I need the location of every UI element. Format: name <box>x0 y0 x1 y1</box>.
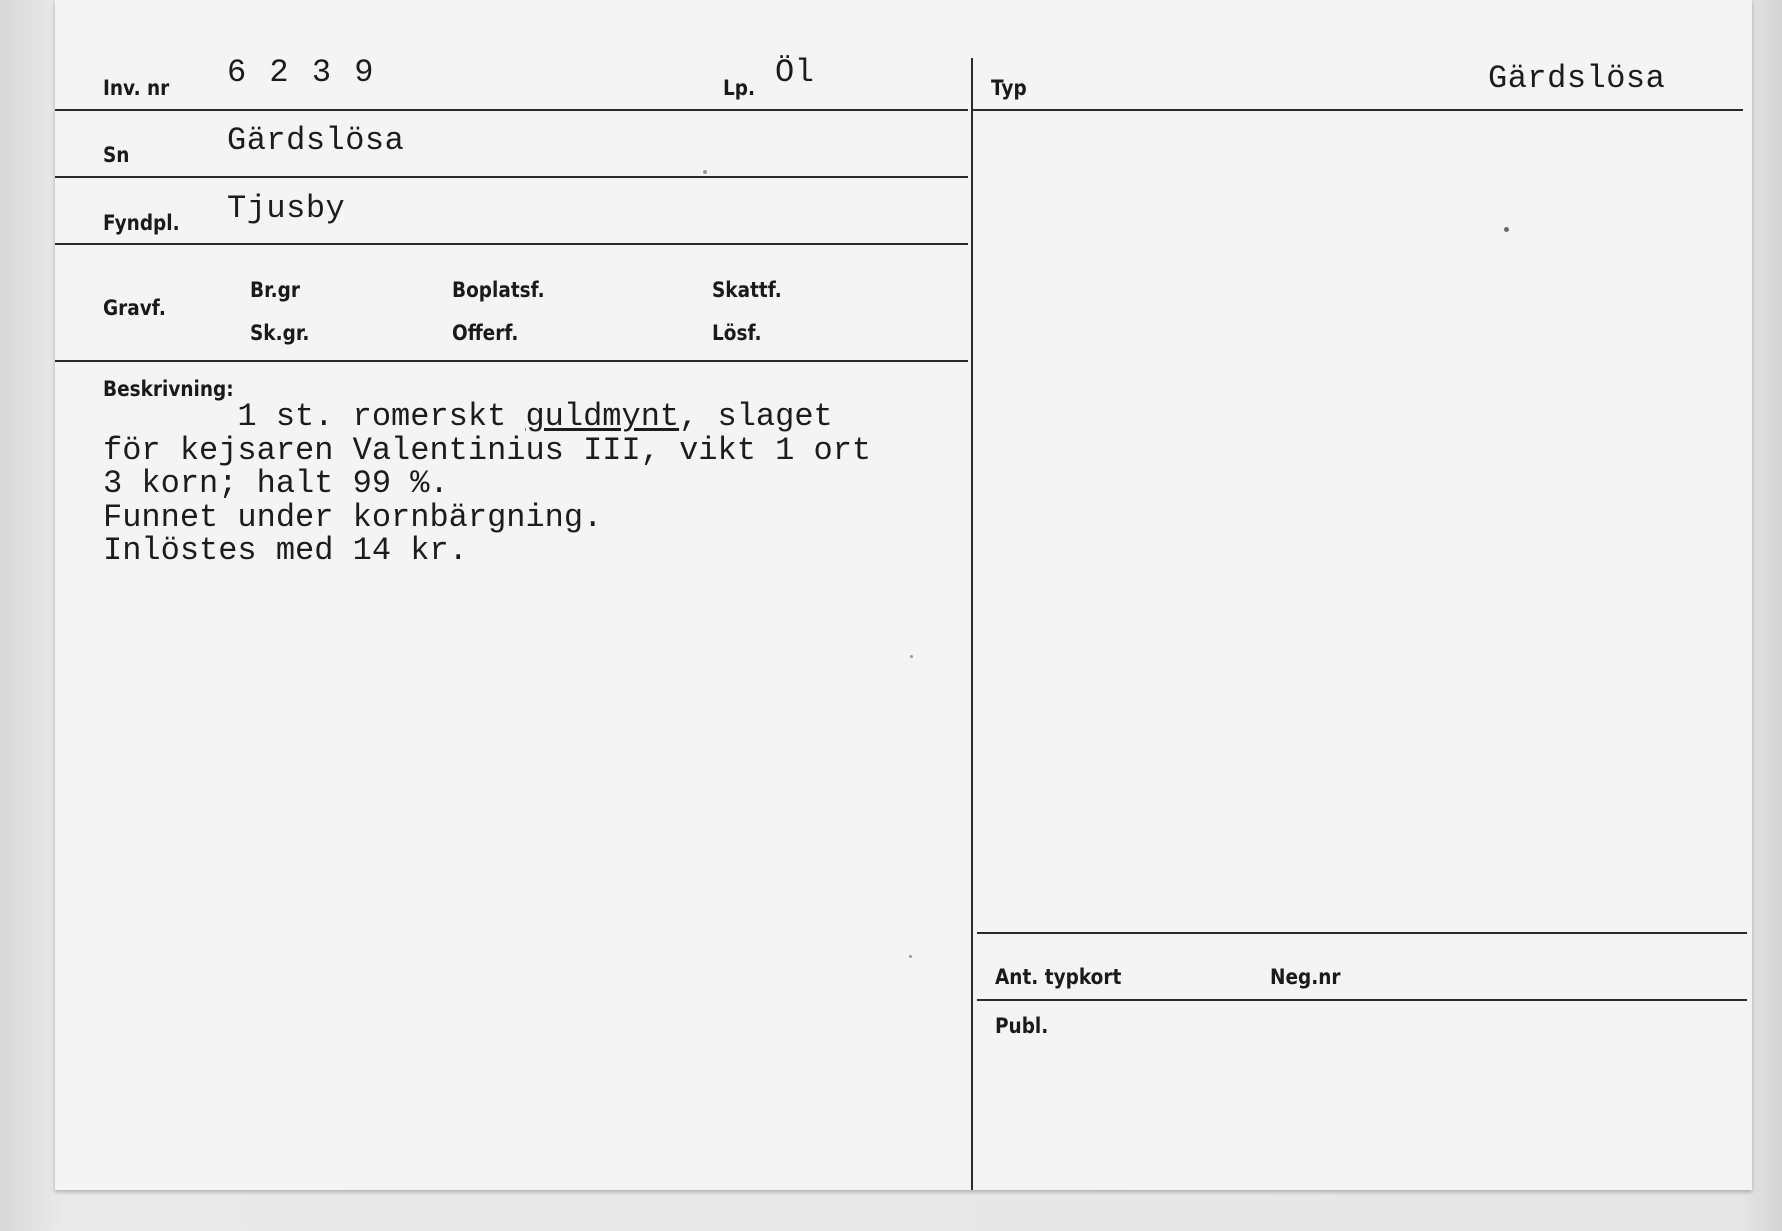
sn-label: Sn <box>103 143 130 167</box>
inv-nr-label: Inv. nr <box>103 76 170 100</box>
typ-value: Gärdslösa <box>1488 60 1666 97</box>
description-text: 1 st. romerskt guldmynt, slaget för kejsaren Valentinius III, vikt 1 ort 3 korn; halt 99 %. Funnet under kornbärgning. Inlöstes med 14 kr. <box>103 398 872 569</box>
brgr-label: Br.gr <box>250 278 300 302</box>
row-divider <box>973 109 1743 111</box>
ant-typkort-label: Ant. typkort <box>995 965 1122 989</box>
fyndpl-value: Tjusby <box>227 190 346 227</box>
row-divider <box>977 932 1747 934</box>
row-divider <box>55 109 968 111</box>
gravf-label: Gravf. <box>103 296 166 320</box>
offerf-label: Offerf. <box>452 321 519 345</box>
publ-label: Publ. <box>995 1014 1049 1038</box>
column-divider <box>971 58 973 1190</box>
row-divider <box>55 243 968 245</box>
fyndpl-label: Fyndpl. <box>103 211 180 235</box>
typ-label: Typ <box>991 76 1027 100</box>
skgr-label: Sk.gr. <box>250 321 310 345</box>
row-divider <box>55 176 968 178</box>
row-divider <box>55 360 968 362</box>
underlined-word: guldmynt <box>525 398 680 435</box>
inv-nr-value: 6 2 3 9 <box>227 54 376 91</box>
lp-value: Öl <box>775 54 815 91</box>
scan-speck <box>910 655 913 658</box>
losf-label: Lösf. <box>712 321 762 345</box>
scan-speck <box>909 955 912 958</box>
index-card <box>55 0 1752 1190</box>
lp-label: Lp. <box>723 76 756 100</box>
scan-speck <box>1504 227 1509 232</box>
boplatsf-label: Boplatsf. <box>452 278 545 302</box>
neg-nr-label: Neg.nr <box>1270 965 1341 989</box>
beskrivning-label: Beskrivning: <box>103 377 234 401</box>
scan-speck <box>703 170 707 174</box>
skattf-label: Skattf. <box>712 278 782 302</box>
sn-value: Gärdslösa <box>227 122 405 159</box>
row-divider <box>977 999 1747 1001</box>
